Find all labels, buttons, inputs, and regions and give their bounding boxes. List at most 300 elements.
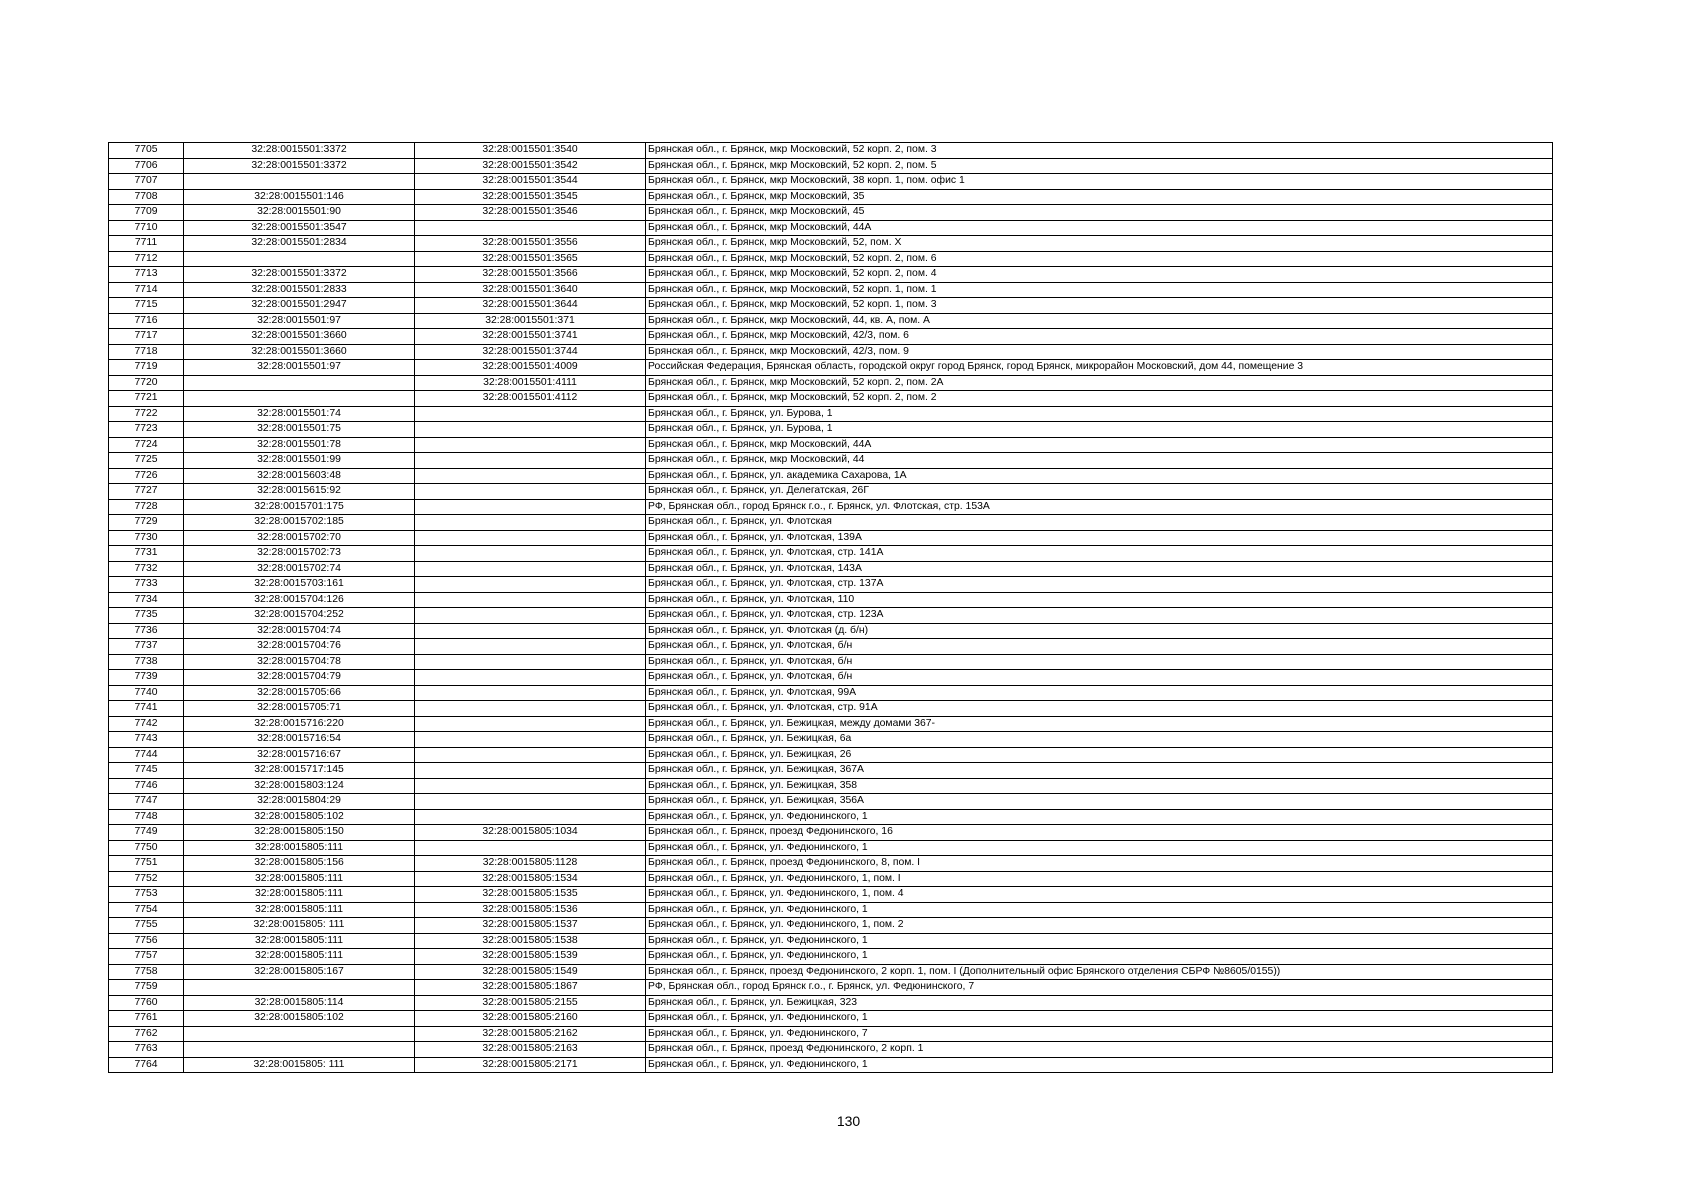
object-cadastral-number-cell: 32:28:0015501:4112 xyxy=(415,391,646,407)
row-number-cell: 7709 xyxy=(109,205,184,221)
cadastral-number-cell: 32:28:0015805:111 xyxy=(184,933,415,949)
object-cadastral-number-cell: 32:28:0015501:3566 xyxy=(415,267,646,283)
table-row xyxy=(109,220,1553,236)
address-cell: Брянская обл., г. Брянск, ул. Флотская (д. б/н) xyxy=(646,623,1553,639)
object-cadastral-number-cell: 32:28:0015501:3544 xyxy=(415,174,646,190)
table-row xyxy=(109,980,1553,996)
address-cell: Брянская обл., г. Брянск, мкр Московский, 44А xyxy=(646,437,1553,453)
cadastral-number-cell: 32:28:0015805:111 xyxy=(184,949,415,965)
cadastral-number-cell: 32:28:0015702:70 xyxy=(184,530,415,546)
cadastral-number-cell: 32:28:0015501:75 xyxy=(184,422,415,438)
row-number-cell: 7740 xyxy=(109,685,184,701)
object-cadastral-number-cell: 32:28:0015805:1034 xyxy=(415,825,646,841)
row-number-cell: 7749 xyxy=(109,825,184,841)
object-cadastral-number-cell: 32:28:0015805:1536 xyxy=(415,902,646,918)
row-number-cell: 7759 xyxy=(109,980,184,996)
cadastral-number-cell xyxy=(184,375,415,391)
row-number-cell: 7751 xyxy=(109,856,184,872)
table-row xyxy=(109,856,1553,872)
row-number-cell: 7712 xyxy=(109,251,184,267)
cadastral-number-cell: 32:28:0015716:67 xyxy=(184,747,415,763)
table-row xyxy=(109,995,1553,1011)
cadastral-number-cell: 32:28:0015501:3372 xyxy=(184,267,415,283)
cadastral-number-cell: 32:28:0015501:2947 xyxy=(184,298,415,314)
address-cell: Брянская обл., г. Брянск, ул. Флотская, 99А xyxy=(646,685,1553,701)
object-cadastral-number-cell xyxy=(415,561,646,577)
table-row xyxy=(109,577,1553,593)
cadastral-number-cell: 32:28:0015805:156 xyxy=(184,856,415,872)
table-row xyxy=(109,329,1553,345)
row-number-cell: 7743 xyxy=(109,732,184,748)
row-number-cell: 7731 xyxy=(109,546,184,562)
table-row xyxy=(109,918,1553,934)
address-cell: Брянская обл., г. Брянск, мкр Московский, 52 корп. 1, пом. 1 xyxy=(646,282,1553,298)
table-row xyxy=(109,484,1553,500)
cadastral-number-cell: 32:28:0015501:74 xyxy=(184,406,415,422)
cadastral-number-cell: 32:28:0015702:73 xyxy=(184,546,415,562)
object-cadastral-number-cell xyxy=(415,732,646,748)
row-number-cell: 7760 xyxy=(109,995,184,1011)
address-cell: Брянская обл., г. Брянск, мкр Московский, 42/3, пом. 9 xyxy=(646,344,1553,360)
cadastral-number-cell xyxy=(184,174,415,190)
address-cell: Брянская обл., г. Брянск, ул. Флотская, 110 xyxy=(646,592,1553,608)
cadastral-number-cell: 32:28:0015717:145 xyxy=(184,763,415,779)
cadastral-number-cell: 32:28:0015805: 111 xyxy=(184,918,415,934)
object-cadastral-number-cell: 32:28:0015501:371 xyxy=(415,313,646,329)
object-cadastral-number-cell: 32:28:0015501:3545 xyxy=(415,189,646,205)
object-cadastral-number-cell xyxy=(415,437,646,453)
address-cell: Брянская обл., г. Брянск, мкр Московский, 45 xyxy=(646,205,1553,221)
row-number-cell: 7726 xyxy=(109,468,184,484)
object-cadastral-number-cell: 32:28:0015501:3565 xyxy=(415,251,646,267)
row-number-cell: 7723 xyxy=(109,422,184,438)
table-row xyxy=(109,623,1553,639)
table-row xyxy=(109,468,1553,484)
cadastral-number-cell: 32:28:0015704:79 xyxy=(184,670,415,686)
object-cadastral-number-cell xyxy=(415,499,646,515)
object-cadastral-number-cell xyxy=(415,716,646,732)
row-number-cell: 7748 xyxy=(109,809,184,825)
cadastral-number-cell: 32:28:0015702:74 xyxy=(184,561,415,577)
object-cadastral-number-cell: 32:28:0015501:3644 xyxy=(415,298,646,314)
address-cell: Брянская обл., г. Брянск, проезд Федюнинского, 16 xyxy=(646,825,1553,841)
cadastral-number-cell: 32:28:0015704:74 xyxy=(184,623,415,639)
cadastral-number-cell xyxy=(184,1026,415,1042)
address-cell: РФ, Брянская обл., город Брянск г.о., г. Брянск, ул. Флотская, стр. 153А xyxy=(646,499,1553,515)
object-cadastral-number-cell: 32:28:0015805:1535 xyxy=(415,887,646,903)
table-row xyxy=(109,236,1553,252)
row-number-cell: 7746 xyxy=(109,778,184,794)
address-cell: Брянская обл., г. Брянск, ул. Федюнинского, 1 xyxy=(646,1057,1553,1073)
object-cadastral-number-cell: 32:28:0015805:1537 xyxy=(415,918,646,934)
table-row xyxy=(109,639,1553,655)
cadastral-number-cell: 32:28:0015501:2833 xyxy=(184,282,415,298)
object-cadastral-number-cell xyxy=(415,747,646,763)
address-cell: Брянская обл., г. Брянск, ул. Бежицкая, 323 xyxy=(646,995,1553,1011)
address-cell: Брянская обл., г. Брянск, ул. Флотская, 139А xyxy=(646,530,1553,546)
cadastral-number-cell: 32:28:0015501:97 xyxy=(184,313,415,329)
row-number-cell: 7705 xyxy=(109,143,184,159)
address-cell: Брянская обл., г. Брянск, ул. Федюнинского, 1, пом. I xyxy=(646,871,1553,887)
address-cell: Брянская обл., г. Брянск, ул. Федюнинского, 1 xyxy=(646,840,1553,856)
address-cell: Брянская обл., г. Брянск, ул. Федюнинского, 1, пом. 4 xyxy=(646,887,1553,903)
object-cadastral-number-cell: 32:28:0015805:2171 xyxy=(415,1057,646,1073)
address-cell: Брянская обл., г. Брянск, ул. Флотская, б/н xyxy=(646,654,1553,670)
object-cadastral-number-cell xyxy=(415,701,646,717)
address-cell: Брянская обл., г. Брянск, ул. Федюнинского, 1 xyxy=(646,1011,1553,1027)
address-cell: Брянская обл., г. Брянск, мкр Московский, 52 корп. 2, пом. 6 xyxy=(646,251,1553,267)
object-cadastral-number-cell xyxy=(415,592,646,608)
table-row xyxy=(109,654,1553,670)
row-number-cell: 7733 xyxy=(109,577,184,593)
row-number-cell: 7732 xyxy=(109,561,184,577)
cadastral-number-cell xyxy=(184,980,415,996)
address-cell: Брянская обл., г. Брянск, ул. Федюнинского, 1 xyxy=(646,949,1553,965)
address-cell: Брянская обл., г. Брянск, ул. Делегатская, 26Г xyxy=(646,484,1553,500)
table-row xyxy=(109,809,1553,825)
cadastral-number-cell: 32:28:0015501:3372 xyxy=(184,143,415,159)
object-cadastral-number-cell xyxy=(415,608,646,624)
row-number-cell: 7744 xyxy=(109,747,184,763)
row-number-cell: 7710 xyxy=(109,220,184,236)
row-number-cell: 7725 xyxy=(109,453,184,469)
table-row xyxy=(109,453,1553,469)
cadastral-number-cell: 32:28:0015805:150 xyxy=(184,825,415,841)
row-number-cell: 7713 xyxy=(109,267,184,283)
object-cadastral-number-cell: 32:28:0015501:3640 xyxy=(415,282,646,298)
table-row xyxy=(109,205,1553,221)
object-cadastral-number-cell xyxy=(415,778,646,794)
cadastral-number-cell xyxy=(184,251,415,267)
object-cadastral-number-cell xyxy=(415,685,646,701)
object-cadastral-number-cell xyxy=(415,840,646,856)
table-row xyxy=(109,592,1553,608)
address-cell: Брянская обл., г. Брянск, ул. Флотская, б/н xyxy=(646,639,1553,655)
cadastral-number-cell: 32:28:0015704:76 xyxy=(184,639,415,655)
registry-table-body xyxy=(109,143,1553,1073)
table-row xyxy=(109,499,1553,515)
cadastral-number-cell: 32:28:0015716:54 xyxy=(184,732,415,748)
object-cadastral-number-cell xyxy=(415,406,646,422)
row-number-cell: 7742 xyxy=(109,716,184,732)
table-row xyxy=(109,189,1553,205)
cadastral-number-cell: 32:28:0015805:102 xyxy=(184,1011,415,1027)
object-cadastral-number-cell xyxy=(415,530,646,546)
cadastral-number-cell: 32:28:0015805:111 xyxy=(184,840,415,856)
cadastral-number-cell: 32:28:0015501:3660 xyxy=(184,329,415,345)
object-cadastral-number-cell: 32:28:0015805:1128 xyxy=(415,856,646,872)
row-number-cell: 7755 xyxy=(109,918,184,934)
cadastral-number-cell: 32:28:0015501:78 xyxy=(184,437,415,453)
object-cadastral-number-cell: 32:28:0015805:1538 xyxy=(415,933,646,949)
table-row xyxy=(109,825,1553,841)
registry-table xyxy=(108,142,1553,1073)
cadastral-number-cell: 32:28:0015615:92 xyxy=(184,484,415,500)
address-cell: Брянская обл., г. Брянск, мкр Московский, 52 корп. 2, пом. 3 xyxy=(646,143,1553,159)
row-number-cell: 7741 xyxy=(109,701,184,717)
cadastral-number-cell: 32:28:0015804:29 xyxy=(184,794,415,810)
cadastral-number-cell: 32:28:0015805: 111 xyxy=(184,1057,415,1073)
table-row xyxy=(109,747,1553,763)
address-cell: Брянская обл., г. Брянск, ул. Федюнинского, 1, пом. 2 xyxy=(646,918,1553,934)
cadastral-number-cell: 32:28:0015805:111 xyxy=(184,887,415,903)
address-cell: Брянская обл., г. Брянск, мкр Московский, 52 корп. 2, пом. 5 xyxy=(646,158,1553,174)
table-row xyxy=(109,313,1553,329)
address-cell: Брянская обл., г. Брянск, ул. Флотская, стр. 141А xyxy=(646,546,1553,562)
cadastral-number-cell: 32:28:0015603:48 xyxy=(184,468,415,484)
cadastral-number-cell: 32:28:0015501:97 xyxy=(184,360,415,376)
table-row xyxy=(109,251,1553,267)
row-number-cell: 7753 xyxy=(109,887,184,903)
cadastral-number-cell: 32:28:0015705:66 xyxy=(184,685,415,701)
cadastral-number-cell: 32:28:0015704:252 xyxy=(184,608,415,624)
address-cell: Брянская обл., г. Брянск, мкр Московский, 52, пом. X xyxy=(646,236,1553,252)
object-cadastral-number-cell xyxy=(415,484,646,500)
table-row xyxy=(109,437,1553,453)
table-row xyxy=(109,561,1553,577)
cadastral-number-cell: 32:28:0015805:167 xyxy=(184,964,415,980)
object-cadastral-number-cell: 32:28:0015805:1534 xyxy=(415,871,646,887)
address-cell: Брянская обл., г. Брянск, ул. Бежицкая, между домами 367- xyxy=(646,716,1553,732)
table-row xyxy=(109,298,1553,314)
address-cell: Брянская обл., г. Брянск, мкр Московский, 52 корп. 2, пом. 2 xyxy=(646,391,1553,407)
row-number-cell: 7721 xyxy=(109,391,184,407)
object-cadastral-number-cell: 32:28:0015805:1867 xyxy=(415,980,646,996)
object-cadastral-number-cell xyxy=(415,546,646,562)
table-row xyxy=(109,732,1553,748)
cadastral-number-cell: 32:28:0015501:90 xyxy=(184,205,415,221)
object-cadastral-number-cell: 32:28:0015805:2155 xyxy=(415,995,646,1011)
table-row xyxy=(109,778,1553,794)
address-cell: Брянская обл., г. Брянск, ул. Флотская, стр. 137А xyxy=(646,577,1553,593)
address-cell: Брянская обл., г. Брянск, ул. Флотская, 143А xyxy=(646,561,1553,577)
table-row xyxy=(109,391,1553,407)
row-number-cell: 7754 xyxy=(109,902,184,918)
table-row xyxy=(109,964,1553,980)
cadastral-number-cell: 32:28:0015702:185 xyxy=(184,515,415,531)
address-cell: Брянская обл., г. Брянск, ул. Флотская, стр. 91А xyxy=(646,701,1553,717)
address-cell: Брянская обл., г. Брянск, ул. Флотская, б/н xyxy=(646,670,1553,686)
address-cell: Брянская обл., г. Брянск, ул. Бежицкая, 26 xyxy=(646,747,1553,763)
address-cell: Брянская обл., г. Брянск, ул. Бежицкая, 358 xyxy=(646,778,1553,794)
address-cell: Брянская обл., г. Брянск, ул. Бежицкая, 6а xyxy=(646,732,1553,748)
cadastral-number-cell xyxy=(184,1042,415,1058)
cadastral-number-cell: 32:28:0015705:71 xyxy=(184,701,415,717)
row-number-cell: 7739 xyxy=(109,670,184,686)
address-cell: Брянская обл., г. Брянск, проезд Федюнинского, 8, пом. I xyxy=(646,856,1553,872)
object-cadastral-number-cell: 32:28:0015805:1549 xyxy=(415,964,646,980)
object-cadastral-number-cell xyxy=(415,220,646,236)
row-number-cell: 7763 xyxy=(109,1042,184,1058)
address-cell: Брянская обл., г. Брянск, мкр Московский, 44 xyxy=(646,453,1553,469)
table-row xyxy=(109,344,1553,360)
row-number-cell: 7737 xyxy=(109,639,184,655)
row-number-cell: 7735 xyxy=(109,608,184,624)
table-row xyxy=(109,422,1553,438)
object-cadastral-number-cell xyxy=(415,639,646,655)
row-number-cell: 7718 xyxy=(109,344,184,360)
object-cadastral-number-cell: 32:28:0015501:3556 xyxy=(415,236,646,252)
cadastral-number-cell: 32:28:0015701:175 xyxy=(184,499,415,515)
table-row xyxy=(109,949,1553,965)
object-cadastral-number-cell xyxy=(415,794,646,810)
row-number-cell: 7724 xyxy=(109,437,184,453)
cadastral-number-cell: 32:28:0015703:161 xyxy=(184,577,415,593)
object-cadastral-number-cell: 32:28:0015501:4009 xyxy=(415,360,646,376)
row-number-cell: 7738 xyxy=(109,654,184,670)
table-row xyxy=(109,282,1553,298)
cadastral-number-cell xyxy=(184,391,415,407)
object-cadastral-number-cell xyxy=(415,654,646,670)
table-row xyxy=(109,871,1553,887)
cadastral-number-cell: 32:28:0015501:3372 xyxy=(184,158,415,174)
table-row xyxy=(109,685,1553,701)
address-cell: Брянская обл., г. Брянск, ул. Федюнинского, 1 xyxy=(646,933,1553,949)
table-row xyxy=(109,174,1553,190)
table-row xyxy=(109,840,1553,856)
object-cadastral-number-cell xyxy=(415,468,646,484)
table-row xyxy=(109,515,1553,531)
table-row xyxy=(109,701,1553,717)
cadastral-number-cell: 32:28:0015704:78 xyxy=(184,654,415,670)
row-number-cell: 7727 xyxy=(109,484,184,500)
cadastral-number-cell: 32:28:0015805:111 xyxy=(184,871,415,887)
row-number-cell: 7715 xyxy=(109,298,184,314)
row-number-cell: 7757 xyxy=(109,949,184,965)
row-number-cell: 7762 xyxy=(109,1026,184,1042)
table-row xyxy=(109,360,1553,376)
address-cell: Брянская обл., г. Брянск, мкр Московский, 52 корп. 1, пом. 3 xyxy=(646,298,1553,314)
address-cell: Брянская обл., г. Брянск, ул. Флотская xyxy=(646,515,1553,531)
row-number-cell: 7730 xyxy=(109,530,184,546)
table-row xyxy=(109,530,1553,546)
row-number-cell: 7716 xyxy=(109,313,184,329)
object-cadastral-number-cell xyxy=(415,623,646,639)
cadastral-number-cell: 32:28:0015803:124 xyxy=(184,778,415,794)
address-cell: Брянская обл., г. Брянск, мкр Московский, 44, кв. А, пом. А xyxy=(646,313,1553,329)
row-number-cell: 7722 xyxy=(109,406,184,422)
cadastral-number-cell: 32:28:0015805:111 xyxy=(184,902,415,918)
object-cadastral-number-cell xyxy=(415,453,646,469)
row-number-cell: 7719 xyxy=(109,360,184,376)
table-row xyxy=(109,887,1553,903)
row-number-cell: 7708 xyxy=(109,189,184,205)
object-cadastral-number-cell xyxy=(415,809,646,825)
cadastral-number-cell: 32:28:0015501:99 xyxy=(184,453,415,469)
row-number-cell: 7736 xyxy=(109,623,184,639)
cadastral-number-cell: 32:28:0015501:146 xyxy=(184,189,415,205)
table-row xyxy=(109,1057,1553,1073)
address-cell: Брянская обл., г. Брянск, ул. Бурова, 1 xyxy=(646,406,1553,422)
address-cell: РФ, Брянская обл., город Брянск г.о., г. Брянск, ул. Федюнинского, 7 xyxy=(646,980,1553,996)
address-cell: Брянская обл., г. Брянск, проезд Федюнинского, 2 корп. 1 xyxy=(646,1042,1553,1058)
row-number-cell: 7761 xyxy=(109,1011,184,1027)
object-cadastral-number-cell: 32:28:0015501:3540 xyxy=(415,143,646,159)
table-row xyxy=(109,1042,1553,1058)
table-row xyxy=(109,546,1553,562)
row-number-cell: 7747 xyxy=(109,794,184,810)
object-cadastral-number-cell: 32:28:0015805:2160 xyxy=(415,1011,646,1027)
address-cell: Брянская обл., г. Брянск, мкр Московский, 38 корп. 1, пом. офис 1 xyxy=(646,174,1553,190)
cadastral-number-cell: 32:28:0015805:114 xyxy=(184,995,415,1011)
table-row xyxy=(109,902,1553,918)
row-number-cell: 7750 xyxy=(109,840,184,856)
address-cell: Российская Федерация, Брянская область, городской округ город Брянск, город Брянск, микрорайон Московский, дом 44, помещение 3 xyxy=(646,360,1553,376)
row-number-cell: 7752 xyxy=(109,871,184,887)
table-row xyxy=(109,143,1553,159)
address-cell: Брянская обл., г. Брянск, ул. Бурова, 1 xyxy=(646,422,1553,438)
object-cadastral-number-cell: 32:28:0015805:2163 xyxy=(415,1042,646,1058)
cadastral-number-cell: 32:28:0015805:102 xyxy=(184,809,415,825)
row-number-cell: 7717 xyxy=(109,329,184,345)
object-cadastral-number-cell xyxy=(415,577,646,593)
address-cell: Брянская обл., г. Брянск, мкр Московский, 42/3, пом. 6 xyxy=(646,329,1553,345)
table-row xyxy=(109,158,1553,174)
table-row xyxy=(109,763,1553,779)
cadastral-number-cell: 32:28:0015501:3660 xyxy=(184,344,415,360)
object-cadastral-number-cell xyxy=(415,515,646,531)
object-cadastral-number-cell: 32:28:0015501:3741 xyxy=(415,329,646,345)
cadastral-number-cell: 32:28:0015716:220 xyxy=(184,716,415,732)
table-row xyxy=(109,1026,1553,1042)
object-cadastral-number-cell: 32:28:0015501:3542 xyxy=(415,158,646,174)
address-cell: Брянская обл., г. Брянск, проезд Федюнинского, 2 корп. 1, пом. I (Дополнительный офис Брянского отделения СБРФ №8605/0155)) xyxy=(646,964,1553,980)
address-cell: Брянская обл., г. Брянск, мкр Московский, 52 корп. 2, пом. 2А xyxy=(646,375,1553,391)
address-cell: Брянская обл., г. Брянск, ул. Флотская, стр. 123А xyxy=(646,608,1553,624)
row-number-cell: 7720 xyxy=(109,375,184,391)
cadastral-number-cell: 32:28:0015501:3547 xyxy=(184,220,415,236)
table-row xyxy=(109,933,1553,949)
address-cell: Брянская обл., г. Брянск, мкр Московский, 44А xyxy=(646,220,1553,236)
table-row xyxy=(109,267,1553,283)
object-cadastral-number-cell: 32:28:0015805:1539 xyxy=(415,949,646,965)
object-cadastral-number-cell: 32:28:0015501:3744 xyxy=(415,344,646,360)
address-cell: Брянская обл., г. Брянск, ул. Федюнинского, 1 xyxy=(646,902,1553,918)
address-cell: Брянская обл., г. Брянск, ул. Федюнинского, 1 xyxy=(646,809,1553,825)
row-number-cell: 7745 xyxy=(109,763,184,779)
row-number-cell: 7764 xyxy=(109,1057,184,1073)
row-number-cell: 7729 xyxy=(109,515,184,531)
object-cadastral-number-cell xyxy=(415,763,646,779)
row-number-cell: 7756 xyxy=(109,933,184,949)
address-cell: Брянская обл., г. Брянск, мкр Московский, 35 xyxy=(646,189,1553,205)
cadastral-number-cell: 32:28:0015704:126 xyxy=(184,592,415,608)
cadastral-number-cell: 32:28:0015501:2834 xyxy=(184,236,415,252)
table-row xyxy=(109,608,1553,624)
object-cadastral-number-cell xyxy=(415,670,646,686)
page-number: 130 xyxy=(836,1113,861,1129)
table-row xyxy=(109,1011,1553,1027)
object-cadastral-number-cell: 32:28:0015501:4111 xyxy=(415,375,646,391)
table-row xyxy=(109,406,1553,422)
row-number-cell: 7714 xyxy=(109,282,184,298)
row-number-cell: 7728 xyxy=(109,499,184,515)
object-cadastral-number-cell xyxy=(415,422,646,438)
address-cell: Брянская обл., г. Брянск, ул. академика Сахарова, 1А xyxy=(646,468,1553,484)
table-row xyxy=(109,794,1553,810)
object-cadastral-number-cell: 32:28:0015805:2162 xyxy=(415,1026,646,1042)
object-cadastral-number-cell: 32:28:0015501:3546 xyxy=(415,205,646,221)
row-number-cell: 7706 xyxy=(109,158,184,174)
row-number-cell: 7707 xyxy=(109,174,184,190)
row-number-cell: 7758 xyxy=(109,964,184,980)
row-number-cell: 7711 xyxy=(109,236,184,252)
address-cell: Брянская обл., г. Брянск, ул. Федюнинского, 7 xyxy=(646,1026,1553,1042)
address-cell: Брянская обл., г. Брянск, мкр Московский, 52 корп. 2, пом. 4 xyxy=(646,267,1553,283)
address-cell: Брянская обл., г. Брянск, ул. Бежицкая, 356А xyxy=(646,794,1553,810)
row-number-cell: 7734 xyxy=(109,592,184,608)
address-cell: Брянская обл., г. Брянск, ул. Бежицкая, 367А xyxy=(646,763,1553,779)
